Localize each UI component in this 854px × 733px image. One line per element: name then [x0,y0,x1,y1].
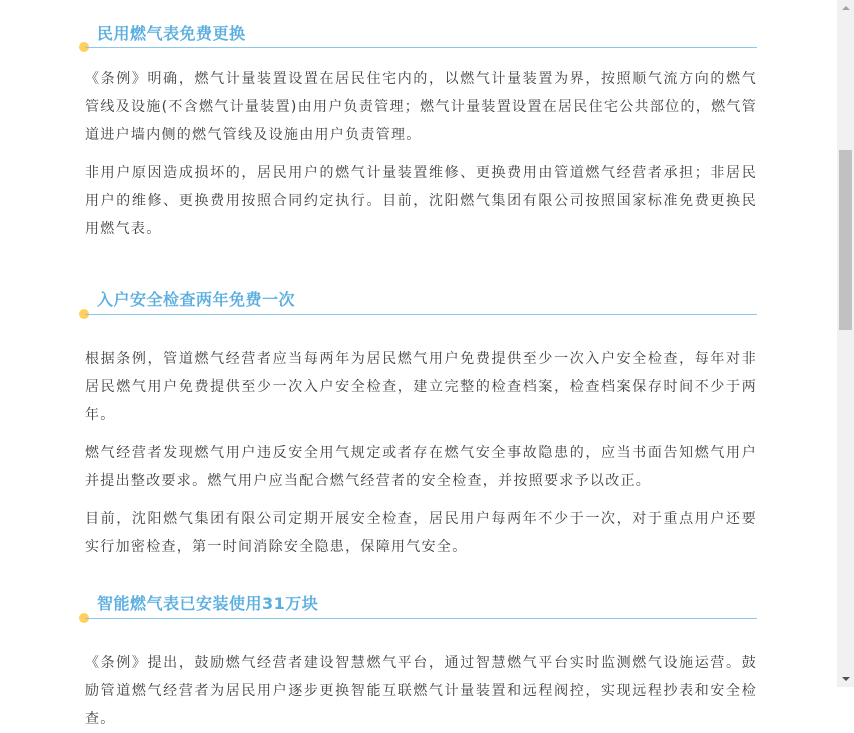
section-divider [85,618,757,619]
vertical-scrollbar[interactable] [837,0,854,687]
section-title: 智能燃气表已安装使用31万块 [97,594,319,613]
section-safety-inspection [85,279,757,561]
section-title: 民用燃气表免费更换 [97,24,246,43]
section-smart-meters [85,594,757,733]
section-divider [85,314,757,315]
section-meter-replacement [85,0,757,243]
scroll-down-arrow-icon[interactable] [837,670,854,687]
paragraph: 非用户原因造成损坏的，居民用户的燃气计量装置维修、更换费用由管道燃气经营者承担；非居民用户的维修、更换费用按照合同约定执行。目前，沈阳燃气集团有限公司按照国家标准免费更换民用燃气表。 [85,165,757,237]
paragraph: 燃气经营者发现燃气用户违反安全用气规定或者存在燃气安全事故隐患的，应当书面告知燃气用户并提出整改要求。燃气用户应当配合燃气经营者的安全检查，并按照要求予以改正。 [85,445,757,489]
section-divider [85,47,757,48]
paragraph: 目前，沈阳燃气集团有限公司定期开展安全检查，居民用户每两年不少于一次，对于重点用户还要实行加密检查，第一时间消除安全隐患，保障用气安全。 [85,511,757,555]
scrollbar-thumb[interactable] [839,150,852,330]
paragraph: 《条例》提出，鼓励燃气经营者建设智慧燃气平台，通过智慧燃气平台实时监测燃气设施运营。鼓励管道燃气经营者为居民用户逐步更换智能互联燃气计量装置和远程阀控，实现远程抄表和安全检查。 [85,655,757,727]
scroll-up-arrow-icon[interactable] [837,0,854,17]
section-header [85,0,757,48]
paragraph: 根据条例，管道燃气经营者应当每两年为居民燃气用户免费提供至少一次入户安全检查，每年对非居民燃气用户免费提供至少一次入户安全检查，建立完整的检查档案，检查档案保存时间不少于两年。 [85,351,757,423]
article-body [85,0,757,733]
section-title: 入户安全检查两年免费一次 [97,290,296,309]
section-header [85,594,757,645]
paragraph: 《条例》明确，燃气计量装置设置在居民住宅内的，以燃气计量装置为界，按照顺气流方向的燃气管线及设施(不含燃气计量装置)由用户负责管理；燃气计量装置设置在居民住宅公共部位的，燃气管道进户墙内侧的燃气管线及设施由用户负责管理。 [85,71,757,143]
section-header [85,279,757,327]
